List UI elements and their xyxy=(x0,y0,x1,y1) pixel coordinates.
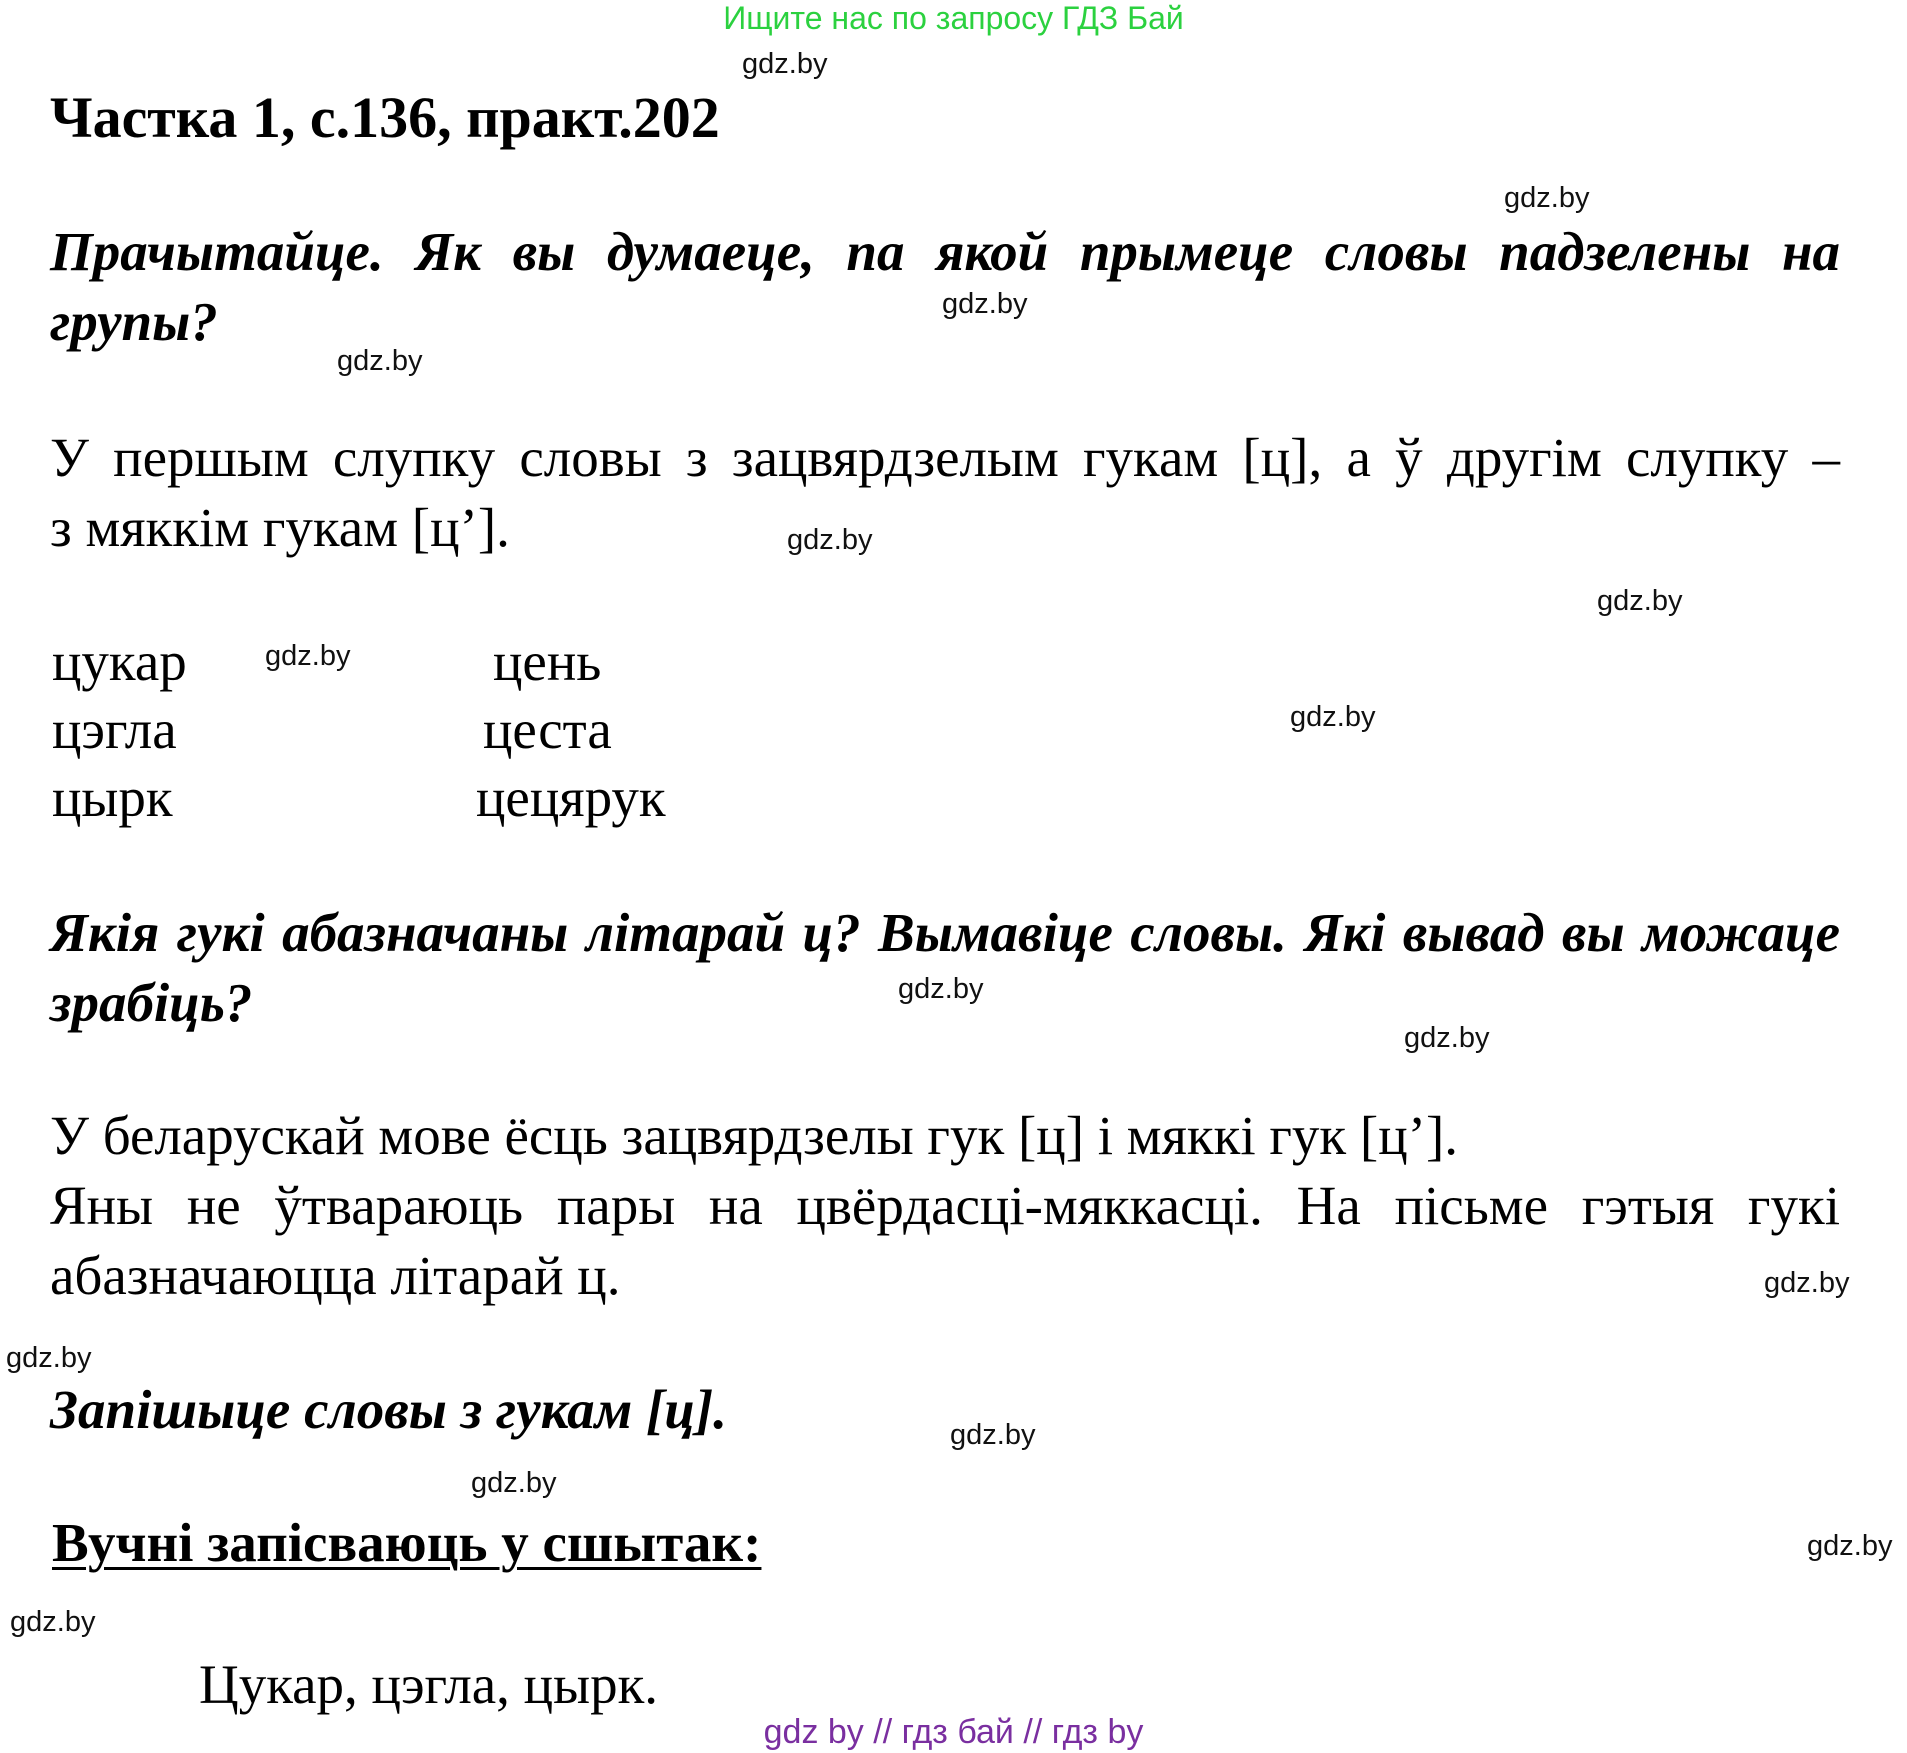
watermark: gdz.by xyxy=(10,1606,96,1638)
watermark: gdz.by xyxy=(1764,1267,1850,1299)
right-word-2: цеста xyxy=(483,699,612,760)
watermark: gdz.by xyxy=(1807,1530,1893,1562)
notebook-answer: Цукар, цэгла, цырк. xyxy=(199,1654,659,1715)
task-2: Якія гукі абазначаны літарай ц? Вымавіце словы. Які вывад вы можаце зрабіць? xyxy=(50,902,1840,1033)
footer-watermark: gdz by // гдз бай // гдз by xyxy=(763,1713,1144,1751)
answer-1-line-2: з мяккім гукам [ц’]. xyxy=(50,497,510,558)
answer-2 xyxy=(50,1101,1840,1311)
watermark: gdz.by xyxy=(1597,585,1683,617)
right-word-3: цецярук xyxy=(476,767,666,828)
notebook-heading: Вучні запісваюць у сшытак: xyxy=(52,1512,762,1573)
watermark: gdz.by xyxy=(1504,182,1590,214)
top-banner: Ищите нас по запросу ГДЗ Бай xyxy=(723,0,1184,36)
watermark: gdz.by xyxy=(6,1342,92,1374)
task-1: Прачытайце. Як вы думаеце, па якой прымеце словы падзелены на групы? xyxy=(50,221,1840,352)
watermark: gdz.by xyxy=(265,640,351,672)
left-word-3: цырк xyxy=(52,767,173,828)
watermark: gdz.by xyxy=(787,524,873,556)
answer-2-line-2: Яны не ўтвараюць пары на цвёрдасці-мяккасці. На пісьме гэтыя гукі xyxy=(50,1175,1840,1236)
watermark: gdz.by xyxy=(471,1467,557,1499)
left-word-1: цукар xyxy=(52,631,187,692)
watermark: gdz.by xyxy=(1290,701,1376,733)
task-3: Запішыце словы з гукам [ц]. xyxy=(50,1379,728,1440)
answer-1 xyxy=(50,423,1840,563)
watermark: gdz.by xyxy=(337,345,423,377)
watermark: gdz.by xyxy=(898,973,984,1005)
left-word-2: цэгла xyxy=(52,699,177,760)
page-title: Частка 1, с.136, практ.202 xyxy=(50,85,720,150)
watermark: gdz.by xyxy=(1404,1022,1490,1054)
watermark: gdz.by xyxy=(942,288,1028,320)
answer-2-line-3: абазначаюцца літарай ц. xyxy=(50,1245,621,1306)
answer-1-line-1: У першым слупку словы з зацвярдзелым гукам [ц], а ў другім слупку – xyxy=(50,427,1840,488)
right-word-1: цень xyxy=(493,631,602,692)
watermark: gdz.by xyxy=(742,48,828,80)
answer-2-line-1: У беларускай мове ёсць зацвярдзелы гук [ц] і мяккі гук [ц’]. xyxy=(50,1105,1459,1166)
watermark: gdz.by xyxy=(950,1419,1036,1451)
